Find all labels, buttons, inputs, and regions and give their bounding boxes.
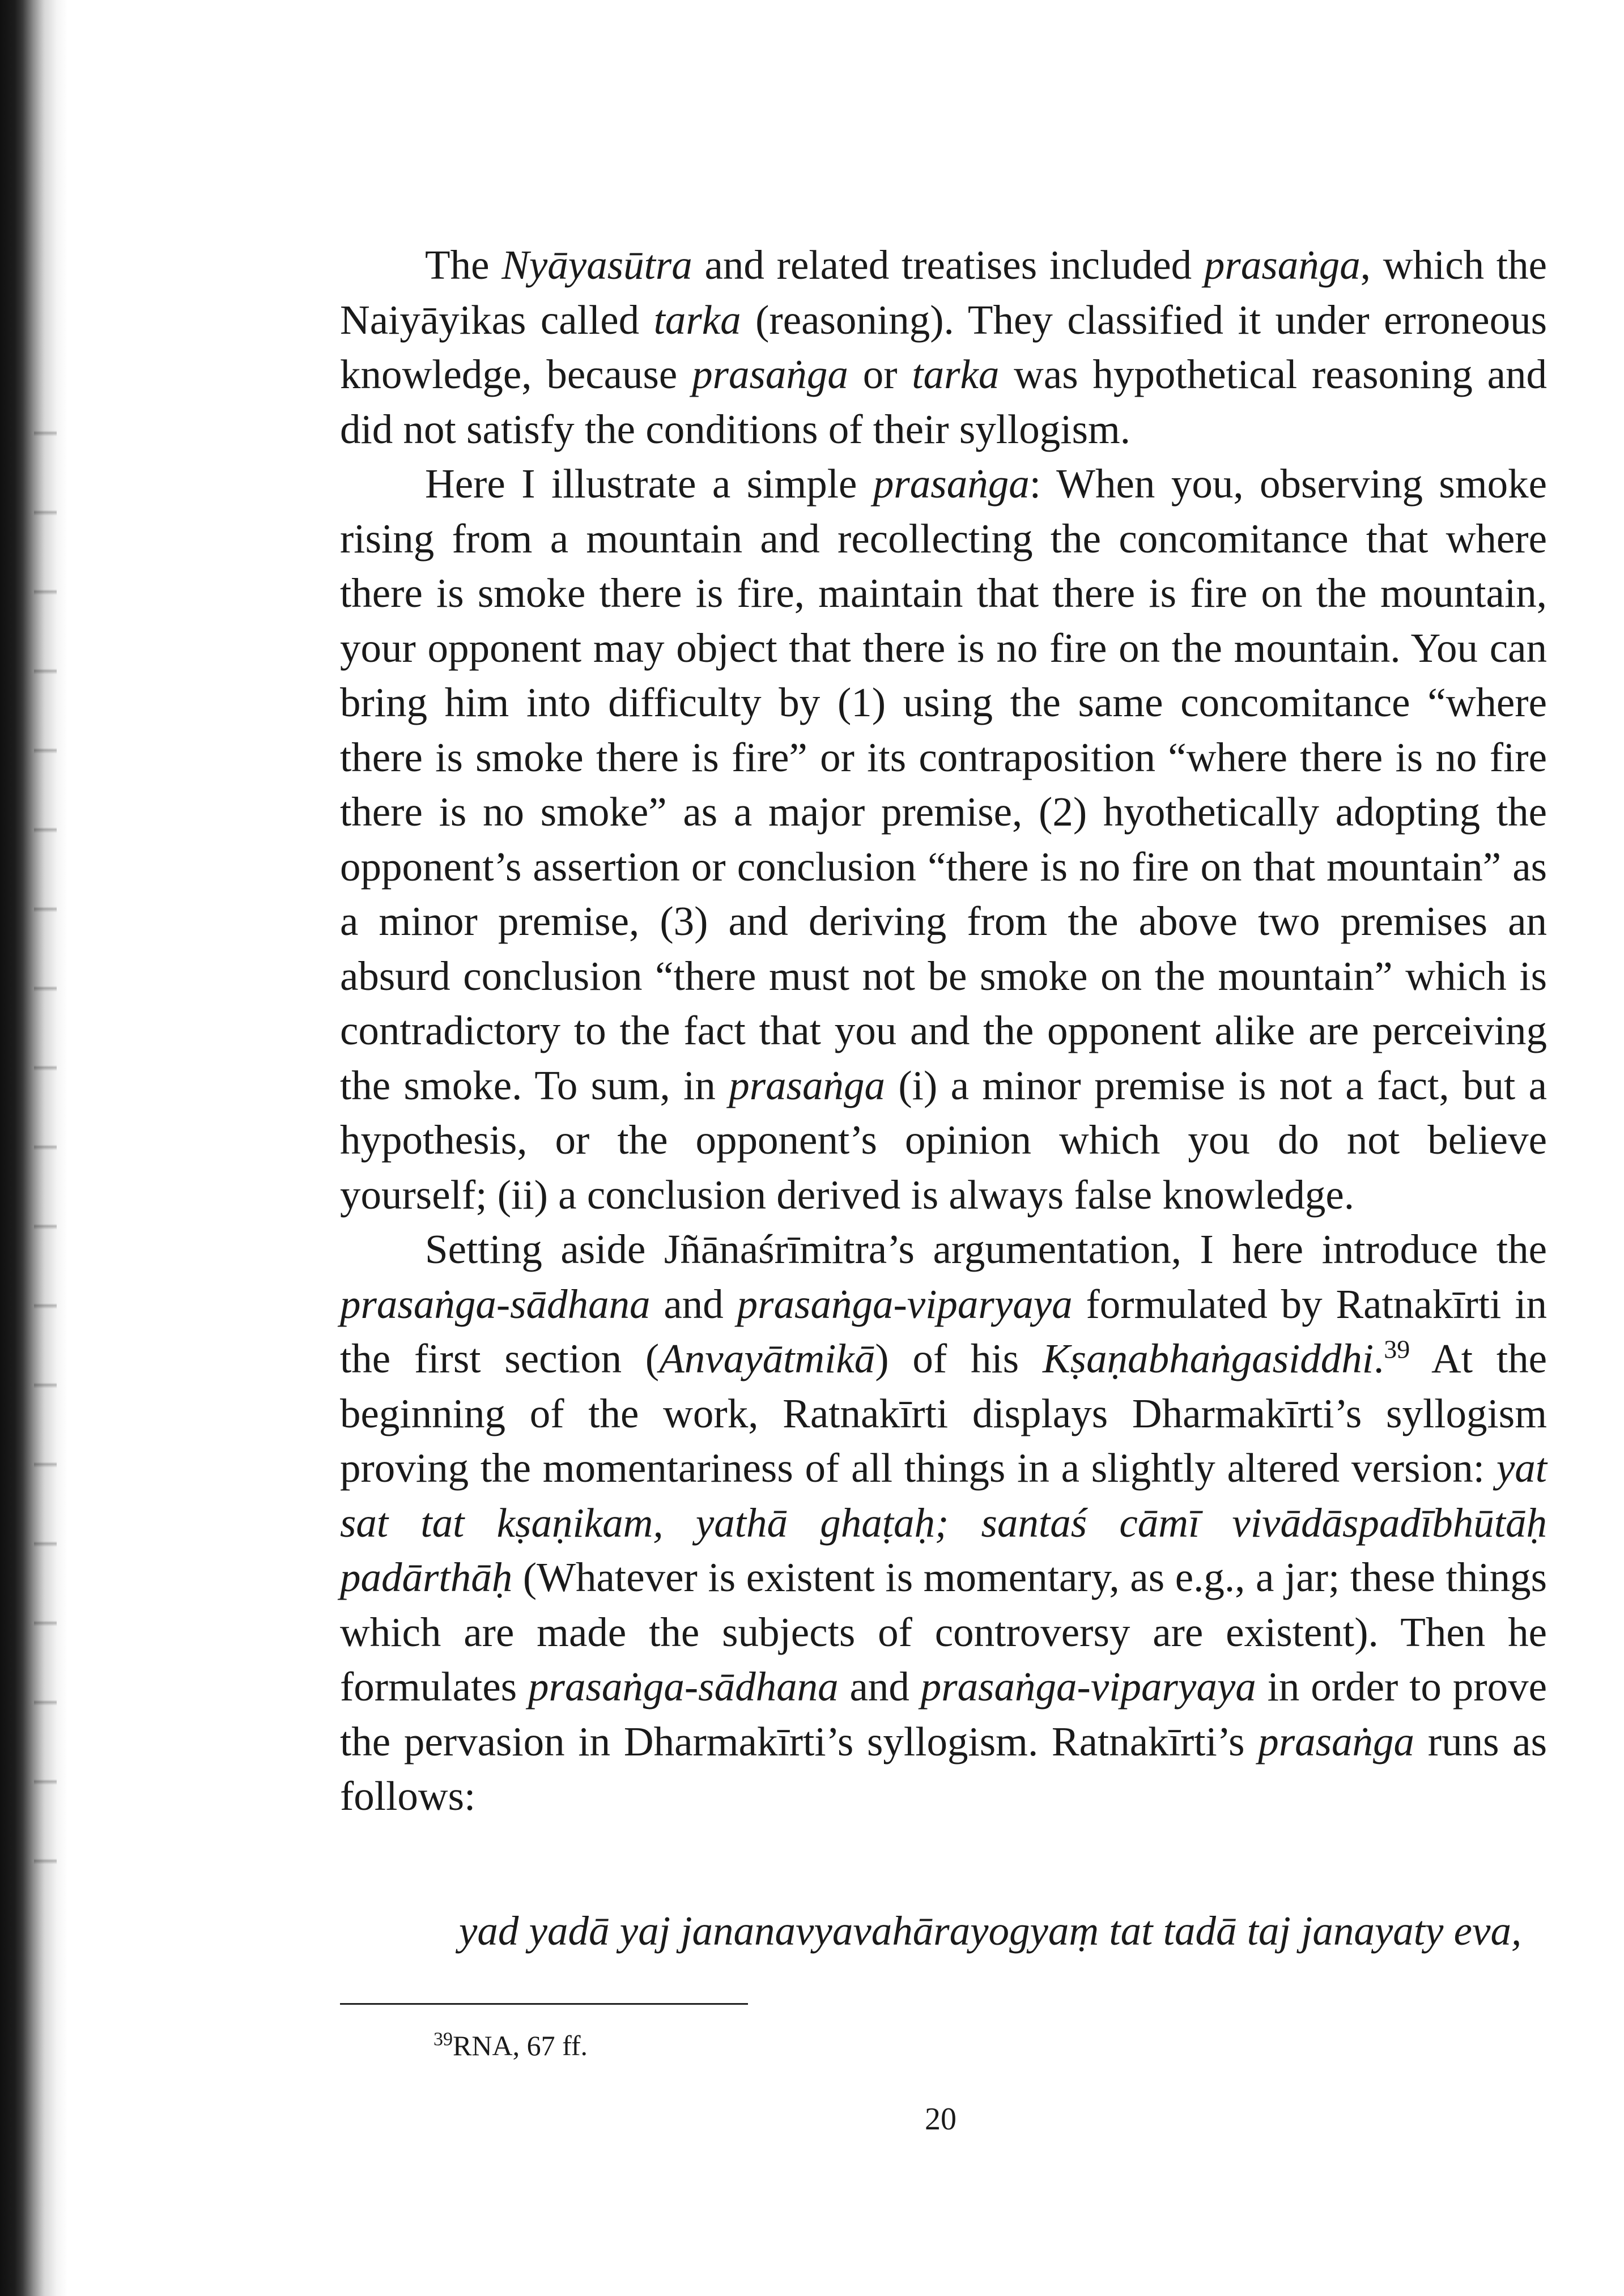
scan-edge-noise [34,397,57,1870]
text-run: was hypothetical reasoning and did not satisfy the conditions of their syllogism. [340,351,1547,452]
text-run: (reasoning). They classified it under erroneous knowledge, because [340,296,1547,397]
text-run: The [425,242,502,288]
footnote-divider [340,2003,748,2005]
paragraph-3 [340,1222,1547,1824]
italic-term: prasaṅga-sādhana [340,1281,651,1327]
text-run: Setting aside Jñānaśrīmitra’s argumentation, I here introduce the [425,1226,1547,1272]
text-run: runs as follows: [340,1718,1547,1819]
text-run: : When you, observing smoke rising from a mountain and recollecting the concomitance that where there is smoke there is fire, maintain that there is fire on the mountain, your opponent may object that there is no fire on the mountain. You can bring him into difficulty by (1) using the same concomitance “where there is smoke there is fire” or its contraposition “where there is no fire there is no smoke” as a major premise, (2) hyothetically adopting the opponent’s assertion or conclusion “there is no fire on that mountain” as a minor premise, (3) and deriving from the above two premises an absurd conclusion “there must not be smoke on the mountain” which is contradictory to the fact that you and the opponent alike are perceiving the smoke. To sum, in [340,461,1548,1108]
italic-term: prasaṅga [692,351,848,397]
paragraph-1 [340,238,1547,457]
italic-term: tarka [912,351,1000,397]
italic-term: prasaṅga-sādhana [528,1664,839,1710]
italic-term: prasaṅga [729,1062,886,1108]
italic-term: prasaṅga-viparyaya [920,1664,1256,1710]
italic-term: prasaṅga-viparyaya [737,1281,1073,1327]
footnote-text: RNA, 67 ff. [453,2030,588,2061]
italic-term: prasaṅga [1204,242,1361,288]
italic-term: prasaṅga [1258,1718,1415,1764]
italic-term: Anvayātmikā [659,1336,875,1381]
paragraph-2 [340,457,1547,1222]
italic-term: tarka [653,296,741,343]
sanskrit-citation: yad yadā yaj jananavyavahārayogyaṃ tat tadā taj janayaty eva, [459,1908,1522,1954]
text-run: (i) a minor premise is not a fact, but a hypothesis, or the opponent’s opinion which you do not believe yourself; (ii) a conclusion derived is always false knowledge. [340,1062,1547,1218]
text-run: (Whatever is existent is momentary, as e.g., a jar; these things which are made the subjects of controversy are existent). Then he formulates [340,1554,1547,1710]
footnote-reference: 39 [1384,1334,1410,1364]
sanskrit-quote: yat sat tat kṣaṇikam, yathā ghaṭaḥ; santaś cāmī vivādāspadībhūtāḥ padārthāḥ [340,1445,1547,1600]
text-run: in order to prove the pervasion in Dharmakīrti’s syllogism. Ratnakīrti’s [340,1664,1547,1764]
footnote-number: 39 [433,2029,453,2050]
text-run: Here I illustrate a simple [425,461,873,507]
text-run: At the beginning of the work, Ratnakīrti displays Dharmakīrti’s syllogism proving the momentariness of all things in a slightly altered version: [340,1336,1548,1491]
italic-term: Kṣaṇabhaṅgasiddhi [1042,1336,1374,1381]
text-run: or [848,351,912,397]
text-run: . [1374,1336,1384,1381]
italic-term: Nyāyasūtra [501,242,692,288]
body-text [340,238,1547,1824]
text-run: and related treatises included [692,242,1204,288]
text-run: , which the Naiyāyikas called [340,242,1547,343]
page-number: 20 [925,2102,956,2137]
footnote [433,2026,588,2065]
italic-term: prasaṅga [873,461,1030,507]
text-run: ) of his [875,1336,1043,1381]
text-run: and [650,1281,737,1327]
text-run: and [838,1664,921,1710]
text-run: formulated by Ratnakīrti in the first section ( [340,1281,1547,1381]
